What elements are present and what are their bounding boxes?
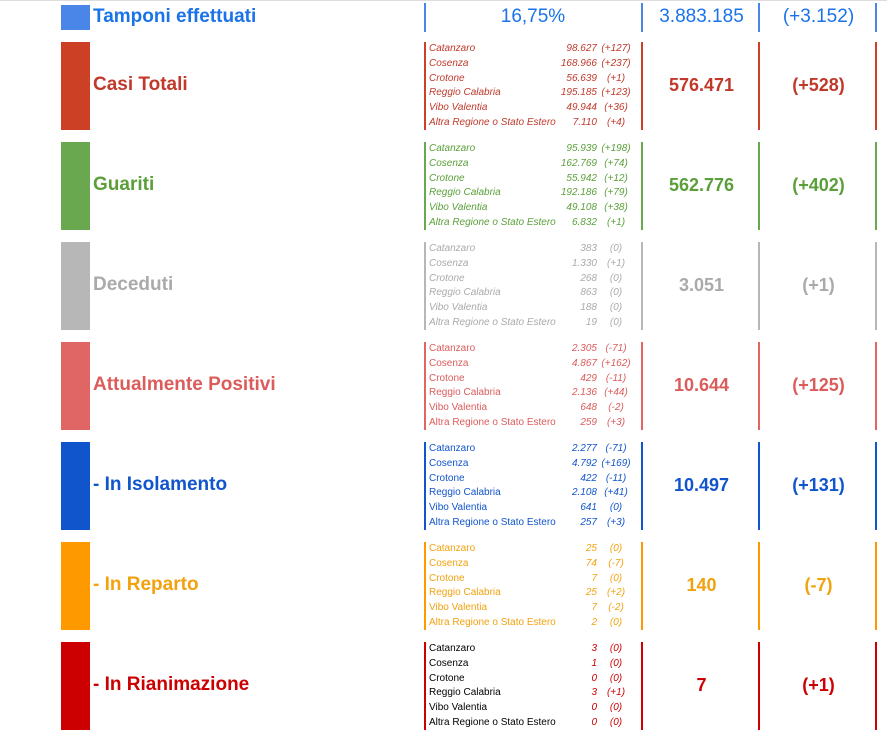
in-rianimazione-label: - In Rianimazione [93,674,250,695]
province-delta: (-2) [608,602,624,613]
province-row [429,716,641,731]
province-row [429,701,641,716]
province-name: Vibo Valentia [429,602,488,613]
province-name: Reggio Calabria [429,287,501,299]
province-delta: (0) [609,287,623,299]
province-value: 55.942 [566,172,597,184]
province-delta: (+127) [601,43,631,54]
province-row [429,372,641,387]
province-name: Altra Regione o Stato Estero [429,116,556,128]
province-name: Crotone [429,572,465,584]
province-name: Crotone [429,372,465,384]
attualmente-positivi-province-list [429,342,641,431]
attualmente-positivi-bar-right [758,342,760,430]
province-delta: (+12) [604,172,628,184]
province-row [429,157,641,172]
province-value: 188 [580,302,597,313]
province-name: Catanzaro [429,643,476,654]
province-row [429,272,641,287]
province-row [429,301,641,316]
in-isolamento-bar-right [758,442,760,530]
guariti-label: Guariti [93,174,155,195]
in-rianimazione-color-square [61,642,90,730]
province-value: 74 [585,557,597,569]
province-value: 19 [585,316,597,328]
tamponi-color-square [61,5,90,30]
province-delta: (-11) [605,372,627,384]
in-isolamento-total: 10.497 [673,475,730,495]
casi-totali-bar-end [875,42,877,130]
province-name: Cosenza [429,57,469,69]
province-name: Vibo Valentia [429,502,488,513]
deceduti-province-list [429,242,641,331]
in-isolamento-color-square [61,442,90,530]
province-name: Crotone [429,72,465,84]
province-value: 25 [585,587,597,599]
province-row [429,386,641,401]
province-value: 863 [580,287,597,299]
guariti-bar-left [424,142,426,230]
in-isolamento-bar-left [424,442,426,530]
deceduti-bar-mid [641,242,643,330]
province-row [429,557,641,572]
province-delta: (+3) [606,416,626,428]
province-name: Reggio Calabria [429,87,501,99]
province-row [429,142,641,157]
province-row [429,357,641,372]
in-isolamento-label: - In Isolamento [93,474,228,495]
in-reparto-bar-right [758,542,760,630]
province-row [429,257,641,272]
province-name: Vibo Valentia [429,702,488,713]
attualmente-positivi-delta: (+125) [792,375,845,395]
province-name: Reggio Calabria [429,387,501,399]
deceduti-delta: (+1) [802,275,835,295]
province-value: 49.108 [566,202,597,213]
province-value: 7.110 [572,116,597,128]
province-value: 0 [591,716,597,728]
province-row [429,601,641,616]
province-value: 2.108 [571,487,597,499]
province-delta: (0) [609,316,623,328]
province-value: 422 [580,472,597,484]
province-delta: (+1) [606,216,626,228]
in-rianimazione-bar-right [758,642,760,730]
province-delta: (+162) [601,357,631,369]
province-value: 25 [585,543,597,554]
province-row [429,216,641,231]
province-name: Vibo Valentia [429,402,488,413]
province-name: Reggio Calabria [429,187,501,199]
province-row [429,101,641,116]
province-value: 162.769 [560,157,597,169]
province-delta: (0) [609,672,623,684]
tamponi-delta: (+3.152) [782,6,855,27]
province-name: Altra Regione o Stato Estero [429,516,556,528]
province-delta: (0) [609,502,623,513]
province-name: Catanzaro [429,343,476,354]
province-value: 6.832 [571,216,597,228]
province-row [429,572,641,587]
province-value: 4.867 [571,357,597,369]
province-value: 1 [591,657,597,669]
in-reparto-bar-end [875,542,877,630]
province-row [429,201,641,216]
in-rianimazione-bar-mid [641,642,643,730]
province-value: 3 [591,687,597,699]
province-delta: (0) [609,272,623,284]
province-row [429,501,641,516]
in-reparto-bar-mid [641,542,643,630]
deceduti-label: Deceduti [93,274,174,295]
guariti-bar-mid [641,142,643,230]
province-row [429,186,641,201]
top-divider [0,0,887,1]
province-row [429,486,641,501]
province-name: Crotone [429,472,465,484]
province-value: 429 [580,372,597,384]
province-delta: (+169) [601,457,631,469]
in-isolamento-province-list [429,442,641,531]
province-name: Reggio Calabria [429,587,501,599]
province-name: Catanzaro [429,43,476,54]
province-value: 641 [580,502,597,513]
province-delta: (+41) [604,487,628,499]
province-name: Crotone [429,672,465,684]
casi-totali-bar-mid [641,42,643,130]
province-delta: (0) [609,616,623,628]
province-row [429,542,641,557]
deceduti-bar-end [875,242,877,330]
province-value: 95.939 [566,143,597,154]
tamponi-bar-mid [641,3,643,32]
casi-totali-label: Casi Totali [93,74,188,95]
province-value: 2 [591,616,597,628]
province-value: 192.186 [560,187,597,199]
attualmente-positivi-total: 10.644 [673,375,730,395]
province-name: Cosenza [429,257,469,269]
province-name: Cosenza [429,557,469,569]
province-row [429,642,641,657]
province-value: 98.627 [566,43,597,54]
province-row [429,416,641,431]
province-delta: (0) [609,657,623,669]
province-value: 1.330 [571,257,597,269]
province-delta: (+3) [606,516,626,528]
province-delta: (-71) [605,443,627,454]
province-delta: (+123) [601,87,631,99]
tamponi-total: 3.883.185 [659,6,744,27]
province-value: 195.185 [560,87,597,99]
province-row [429,342,641,357]
in-reparto-province-list [429,542,641,631]
province-name: Altra Regione o Stato Estero [429,716,556,728]
province-delta: (+237) [601,57,631,69]
attualmente-positivi-bar-end [875,342,877,430]
province-row [429,686,641,701]
province-value: 3 [591,643,597,654]
province-name: Catanzaro [429,143,476,154]
province-row [429,657,641,672]
province-value: 56.639 [566,72,597,84]
province-name: Altra Regione o Stato Estero [429,316,556,328]
province-name: Vibo Valentia [429,302,488,313]
in-isolamento-delta: (+131) [792,475,845,495]
province-delta: (+198) [601,143,631,154]
province-value: 257 [580,516,597,528]
province-row [429,57,641,72]
province-name: Cosenza [429,457,469,469]
in-rianimazione-bar-end [875,642,877,730]
deceduti-color-square [61,242,90,330]
province-value: 259 [580,416,597,428]
province-row [429,286,641,301]
in-isolamento-bar-mid [641,442,643,530]
province-name: Crotone [429,172,465,184]
in-reparto-color-square [61,542,90,630]
guariti-delta: (+402) [792,175,845,195]
attualmente-positivi-bar-mid [641,342,643,430]
province-row [429,472,641,487]
deceduti-total: 3.051 [678,275,725,295]
province-name: Cosenza [429,157,469,169]
tamponi-label: Tamponi effettuati [93,6,257,27]
province-row [429,316,641,331]
province-delta: (-71) [605,343,627,354]
guariti-total: 562.776 [668,175,735,195]
province-name: Crotone [429,272,465,284]
province-row [429,116,641,131]
deceduti-bar-right [758,242,760,330]
tamponi-bar-end [875,3,877,32]
province-delta: (+79) [604,187,628,199]
casi-totali-total: 576.471 [668,75,735,95]
province-row [429,72,641,87]
province-name: Altra Regione o Stato Estero [429,616,556,628]
province-value: 2.277 [571,443,597,454]
province-value: 7 [591,602,597,613]
province-value: 2.136 [571,387,597,399]
guariti-bar-end [875,142,877,230]
province-row [429,616,641,631]
province-value: 168.966 [560,57,597,69]
guariti-bar-right [758,142,760,230]
province-row [429,672,641,687]
province-value: 4.792 [571,457,597,469]
province-name: Catanzaro [429,443,476,454]
in-rianimazione-delta: (+1) [802,675,835,695]
province-row [429,172,641,187]
tamponi-percentage: 16,75% [500,6,566,27]
in-reparto-bar-left [424,542,426,630]
province-delta: (+1) [606,72,626,84]
casi-totali-bar-right [758,42,760,130]
province-delta: (-2) [608,402,624,413]
province-delta: (-7) [608,557,624,569]
province-delta: (0) [609,572,623,584]
attualmente-positivi-color-square [61,342,90,430]
guariti-province-list [429,142,641,231]
attualmente-positivi-bar-left [424,342,426,430]
province-delta: (+38) [604,202,628,213]
in-reparto-total: 140 [686,575,717,595]
province-delta: (0) [609,716,623,728]
province-delta: (+36) [604,102,628,113]
in-reparto-label: - In Reparto [93,574,199,595]
in-reparto-delta: (-7) [804,575,833,595]
casi-totali-bar-left [424,42,426,130]
province-name: Reggio Calabria [429,487,501,499]
province-value: 49.944 [566,102,597,113]
province-delta: (+4) [606,116,626,128]
province-delta: (0) [609,543,623,554]
province-delta: (+44) [604,387,628,399]
province-delta: (-11) [605,472,627,484]
province-row [429,242,641,257]
province-delta: (+74) [604,157,628,169]
province-value: 383 [580,243,597,254]
attualmente-positivi-label: Attualmente Positivi [93,374,276,395]
province-delta: (+1) [606,257,626,269]
province-name: Altra Regione o Stato Estero [429,416,556,428]
province-name: Catanzaro [429,543,476,554]
province-delta: (0) [609,302,623,313]
casi-totali-color-square [61,42,90,130]
province-name: Altra Regione o Stato Estero [429,216,556,228]
province-name: Vibo Valentia [429,102,488,113]
casi-totali-delta: (+528) [792,75,845,95]
province-delta: (+2) [606,587,626,599]
province-name: Reggio Calabria [429,687,501,699]
tamponi-bar-right [758,3,760,32]
province-name: Cosenza [429,657,469,669]
province-name: Catanzaro [429,243,476,254]
province-value: 0 [591,672,597,684]
province-name: Cosenza [429,357,469,369]
province-delta: (0) [609,702,623,713]
guariti-color-square [61,142,90,230]
province-value: 648 [580,402,597,413]
province-value: 0 [591,702,597,713]
province-delta: (+1) [606,687,626,699]
province-row [429,86,641,101]
province-row [429,42,641,57]
province-value: 268 [580,272,597,284]
in-rianimazione-total: 7 [696,675,707,695]
in-rianimazione-bar-left [424,642,426,730]
in-rianimazione-province-list [429,642,641,731]
province-row [429,442,641,457]
province-delta: (0) [609,243,623,254]
province-name: Vibo Valentia [429,202,488,213]
province-value: 2.305 [571,343,597,354]
in-isolamento-bar-end [875,442,877,530]
province-row [429,457,641,472]
deceduti-bar-left [424,242,426,330]
casi-totali-province-list [429,42,641,131]
province-delta: (0) [609,643,623,654]
province-row [429,516,641,531]
province-value: 7 [591,572,597,584]
province-row [429,401,641,416]
province-row [429,586,641,601]
tamponi-bar-left [424,3,426,32]
